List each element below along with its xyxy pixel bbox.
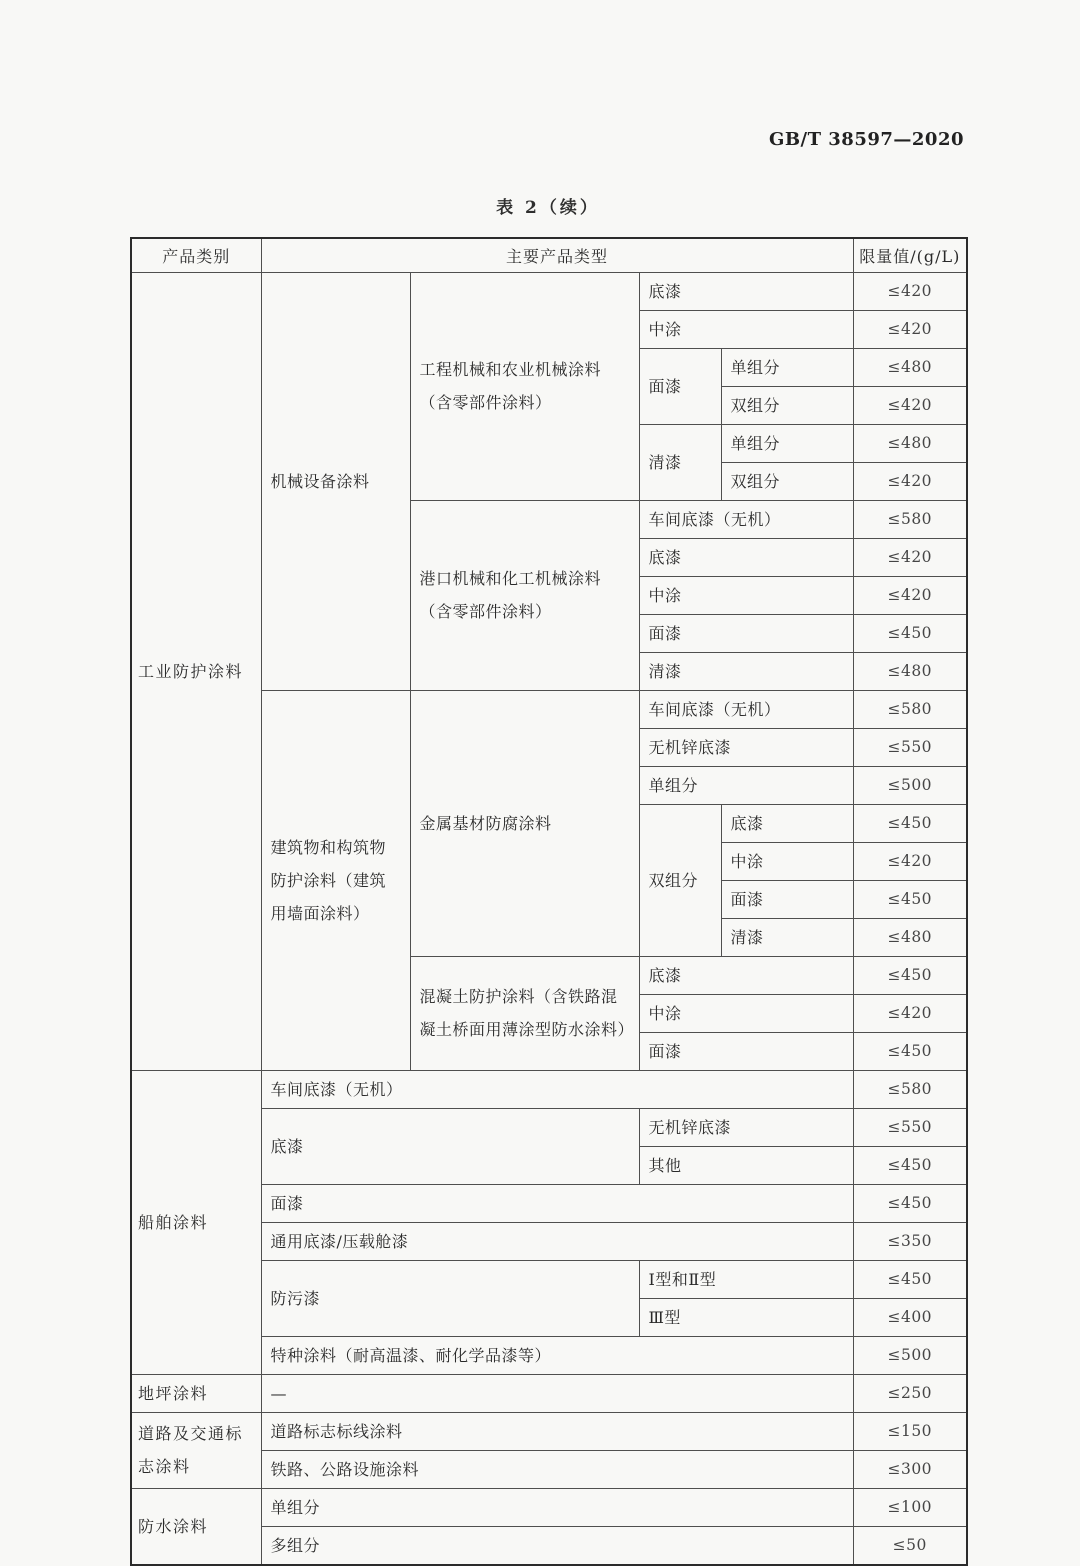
limit-value-cell: ≤420 (853, 386, 967, 424)
product-type-cell: 防污漆 (261, 1260, 639, 1336)
product-type-cell: 面漆 (639, 348, 721, 424)
limit-value-cell: ≤500 (853, 1336, 967, 1374)
product-type-cell: 底漆 (261, 1108, 639, 1184)
limit-value-cell: ≤450 (853, 1032, 967, 1070)
table-row (131, 1488, 967, 1526)
table-row (131, 1412, 967, 1450)
product-type-cell: 单组分 (721, 424, 853, 462)
limit-value-cell: ≤580 (853, 1070, 967, 1108)
product-type-cell: 底漆 (639, 956, 853, 994)
limit-value-cell: ≤480 (853, 424, 967, 462)
product-type-cell: 混凝土防护涂料（含铁路混凝土桥面用薄涂型防水涂料） (410, 956, 639, 1070)
limit-value-cell: ≤420 (853, 538, 967, 576)
limit-value-cell: ≤500 (853, 766, 967, 804)
product-type-cell: 中涂 (639, 994, 853, 1032)
limit-value-cell: ≤420 (853, 310, 967, 348)
product-type-cell: 工程机械和农业机械涂料（含零部件涂料） (410, 272, 639, 500)
product-type-cell: 底漆 (639, 538, 853, 576)
product-type-cell: 双组分 (721, 462, 853, 500)
limit-value-cell: ≤150 (853, 1412, 967, 1450)
product-category-cell: 防水涂料 (131, 1488, 261, 1565)
product-type-cell: 清漆 (721, 918, 853, 956)
limit-value-cell: ≤450 (853, 880, 967, 918)
table-row (131, 1070, 967, 1108)
limit-value-cell: ≤420 (853, 462, 967, 500)
product-category-cell: 道路及交通标志涂料 (131, 1412, 261, 1488)
product-type-cell: Ⅰ型和Ⅱ型 (639, 1260, 853, 1298)
limit-value-cell: ≤580 (853, 690, 967, 728)
product-type-cell: 清漆 (639, 652, 853, 690)
limit-value-cell: ≤400 (853, 1298, 967, 1336)
table-row (131, 1374, 967, 1412)
product-type-cell: 特种涂料（耐高温漆、耐化学品漆等） (261, 1336, 853, 1374)
product-type-cell: 中涂 (639, 310, 853, 348)
limit-value-cell: ≤480 (853, 918, 967, 956)
limit-value-cell: ≤50 (853, 1526, 967, 1565)
product-type-cell: — (261, 1374, 853, 1412)
standard-code: GB/T 38597—2020 (768, 129, 964, 150)
product-category-cell: 工业防护涂料 (131, 272, 261, 1070)
product-type-cell: 底漆 (639, 272, 853, 310)
limit-value-cell: ≤450 (853, 1260, 967, 1298)
product-type-cell: 单组分 (639, 766, 853, 804)
product-type-cell: Ⅲ型 (639, 1298, 853, 1336)
product-type-cell: 铁路、公路设施涂料 (261, 1450, 853, 1488)
limit-value-cell: ≤480 (853, 652, 967, 690)
product-type-cell: 车间底漆（无机） (639, 690, 853, 728)
product-type-cell: 中涂 (721, 842, 853, 880)
product-type-cell: 底漆 (721, 804, 853, 842)
product-type-cell: 单组分 (721, 348, 853, 386)
limit-value-cell: ≤420 (853, 576, 967, 614)
limit-value-cell: ≤420 (853, 994, 967, 1032)
limit-value-cell: ≤580 (853, 500, 967, 538)
header-limit-value: 限量值/(g/L) (853, 238, 967, 272)
table-row (131, 272, 967, 310)
product-type-cell: 多组分 (261, 1526, 853, 1565)
product-type-cell: 无机锌底漆 (639, 1108, 853, 1146)
product-type-cell: 面漆 (721, 880, 853, 918)
limit-value-cell: ≤450 (853, 956, 967, 994)
product-type-cell: 清漆 (639, 424, 721, 500)
product-type-cell: 金属基材防腐涂料 (410, 690, 639, 956)
product-type-cell: 中涂 (639, 576, 853, 614)
product-type-cell: 建筑物和构筑物防护涂料（建筑用墙面涂料） (261, 690, 410, 1070)
product-type-cell: 双组分 (639, 804, 721, 956)
product-type-cell: 车间底漆（无机） (261, 1070, 853, 1108)
product-category-cell: 船舶涂料 (131, 1070, 261, 1374)
table-title: 表 2（续） (496, 198, 600, 218)
limit-value-cell: ≤350 (853, 1222, 967, 1260)
limit-value-cell: ≤550 (853, 728, 967, 766)
limit-value-cell: ≤420 (853, 272, 967, 310)
product-type-cell: 面漆 (261, 1184, 853, 1222)
product-type-cell: 道路标志标线涂料 (261, 1412, 853, 1450)
product-type-cell: 通用底漆/压载舱漆 (261, 1222, 853, 1260)
product-type-cell: 无机锌底漆 (639, 728, 853, 766)
limit-value-cell: ≤100 (853, 1488, 967, 1526)
product-type-cell: 面漆 (639, 614, 853, 652)
limit-value-cell: ≤450 (853, 1184, 967, 1222)
limit-value-cell: ≤300 (853, 1450, 967, 1488)
product-type-cell: 双组分 (721, 386, 853, 424)
limit-value-cell: ≤480 (853, 348, 967, 386)
limit-value-cell: ≤450 (853, 1146, 967, 1184)
header-product-category: 产品类别 (131, 238, 261, 272)
product-type-cell: 车间底漆（无机） (639, 500, 853, 538)
product-type-cell: 单组分 (261, 1488, 853, 1526)
header-product-type: 主要产品类型 (261, 238, 853, 272)
product-type-cell: 其他 (639, 1146, 853, 1184)
limit-value-cell: ≤250 (853, 1374, 967, 1412)
voc-limits-table (130, 237, 968, 1566)
limit-value-cell: ≤450 (853, 614, 967, 652)
limit-value-cell: ≤420 (853, 842, 967, 880)
product-type-cell: 机械设备涂料 (261, 272, 410, 690)
limit-value-cell: ≤550 (853, 1108, 967, 1146)
product-type-cell: 面漆 (639, 1032, 853, 1070)
table-header-row (131, 238, 967, 272)
product-category-cell: 地坪涂料 (131, 1374, 261, 1412)
limit-value-cell: ≤450 (853, 804, 967, 842)
product-type-cell: 港口机械和化工机械涂料（含零部件涂料） (410, 500, 639, 690)
